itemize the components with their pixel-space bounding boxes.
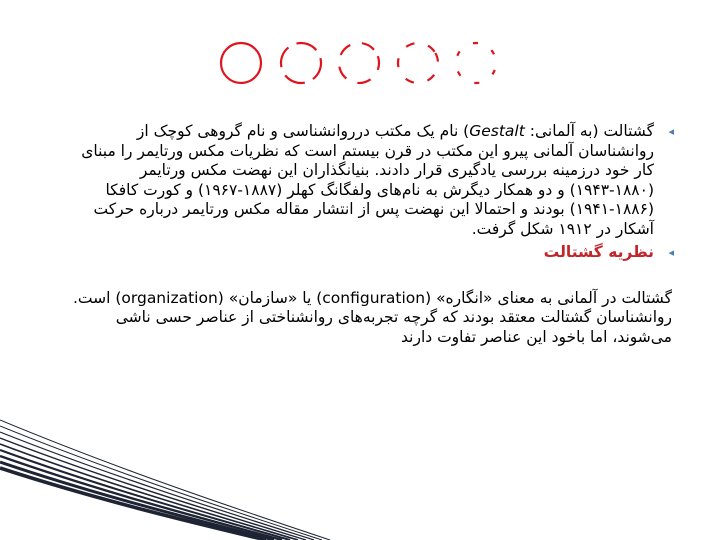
gestalt-paragraph: گشتالت در آلمانی به معنای «انگاره» (configuration) یا «سازمان» (organization) است. روانشناسان گشتالت معتقد بودند که گرچه تجربه‌های روانشناختی از عناصر حسی ناشی می‌شوند، اما باخود این عناصر تفاوت دارند <box>72 288 672 346</box>
definition-body: ) نام یک مکتب درروانشناسی و نام گروهی کوچک از روانشناسان آلمانی پیرو این مکتب در قرن بیستم است که نظریات مکس ورتایمر را مبنای کار خود درزمینه بررسی یادگیری قرار دادند. بنیانگذاران این نهضت مکس ورتایمر (۱۸۸۰-۱۹۴۳) و دو همکار دیگرش به نام‌های ولفگانگ کهلر (۱۸۸۷-۱۹۶۷) و کورت کافکا (۱۸۸۶-۱۹۴۱) بودند و احتمالا این نهضت پس از انتشار مقاله مکس ورتایمر درباره حرکت آشکار در ۱۹۱۲ شکل گرفت. <box>81 122 654 238</box>
definition-intro: گشتالت (به آلمانی: <box>524 122 654 140</box>
definition-term: Gestalt <box>469 122 525 140</box>
section-heading: نظریه گشتالت <box>543 243 654 261</box>
bullet-gestalt-theory-heading <box>62 243 672 263</box>
bullet-gestalt-definition <box>62 122 672 239</box>
slide-content <box>62 122 672 347</box>
bullet-arrow-icon: ◂ <box>668 246 674 259</box>
bullet-arrow-icon: ◂ <box>668 125 674 138</box>
